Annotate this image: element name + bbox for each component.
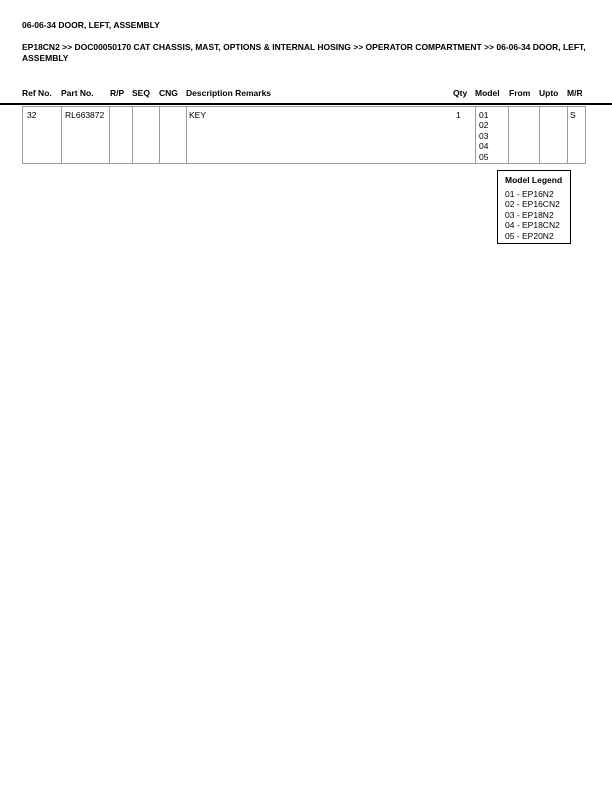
table-header (0, 86, 612, 105)
col-ref-no: Ref No. (22, 88, 52, 98)
cell-description: KEY (189, 110, 207, 120)
column-divider (539, 107, 540, 163)
column-divider (186, 107, 187, 163)
legend-title: Model Legend (505, 175, 563, 185)
col-rp: R/P (110, 88, 125, 98)
model-code: 01 (479, 110, 489, 120)
column-divider (109, 107, 110, 163)
model-code: 02 (479, 120, 489, 131)
model-code: 05 (479, 151, 489, 162)
page-title: 06-06-34 DOOR, LEFT, ASSEMBLY (22, 20, 160, 30)
col-part-no: Part No. (61, 88, 94, 98)
col-cng: CNG (159, 88, 178, 98)
breadcrumb: EP18CN2 >> DOC00050170 CAT CHASSIS, MAST, OPTIONS & INTERNAL HOSING >> OPERATOR COMPARTMENT >> 06-06-34 DOOR, LEFT, ASSEMBLY (22, 42, 586, 63)
legend-item: 01 - EP16N2 (505, 189, 554, 199)
col-model: Model (475, 88, 500, 98)
legend-item: 02 - EP16CN2 (505, 199, 560, 210)
column-divider (132, 107, 133, 163)
model-legend (497, 170, 571, 244)
model-code: 04 (479, 141, 489, 152)
model-code: 03 (479, 130, 489, 141)
col-upto: Upto (539, 88, 559, 98)
cell-mr: S (570, 110, 576, 120)
cell-part-no: RL663872 (65, 110, 105, 120)
col-qty: Qty (453, 88, 468, 98)
column-divider (567, 107, 568, 163)
legend-item: 04 - EP18CN2 (505, 220, 560, 231)
parts-table (22, 106, 586, 164)
column-divider (159, 107, 160, 163)
cell-ref-no: 32 (27, 110, 37, 120)
cell-models (479, 110, 488, 162)
legend-item: 05 - EP20N2 (505, 230, 554, 241)
col-seq: SEQ (132, 88, 150, 98)
cell-qty: 1 (456, 110, 461, 120)
legend-items (505, 189, 560, 241)
legend-item: 03 - EP18N2 (505, 209, 554, 220)
column-divider (508, 107, 509, 163)
col-mr: M/R (567, 88, 583, 98)
col-description: Description Remarks (186, 88, 272, 98)
column-divider (475, 107, 476, 163)
col-from: From (509, 88, 531, 98)
column-divider (61, 107, 62, 163)
